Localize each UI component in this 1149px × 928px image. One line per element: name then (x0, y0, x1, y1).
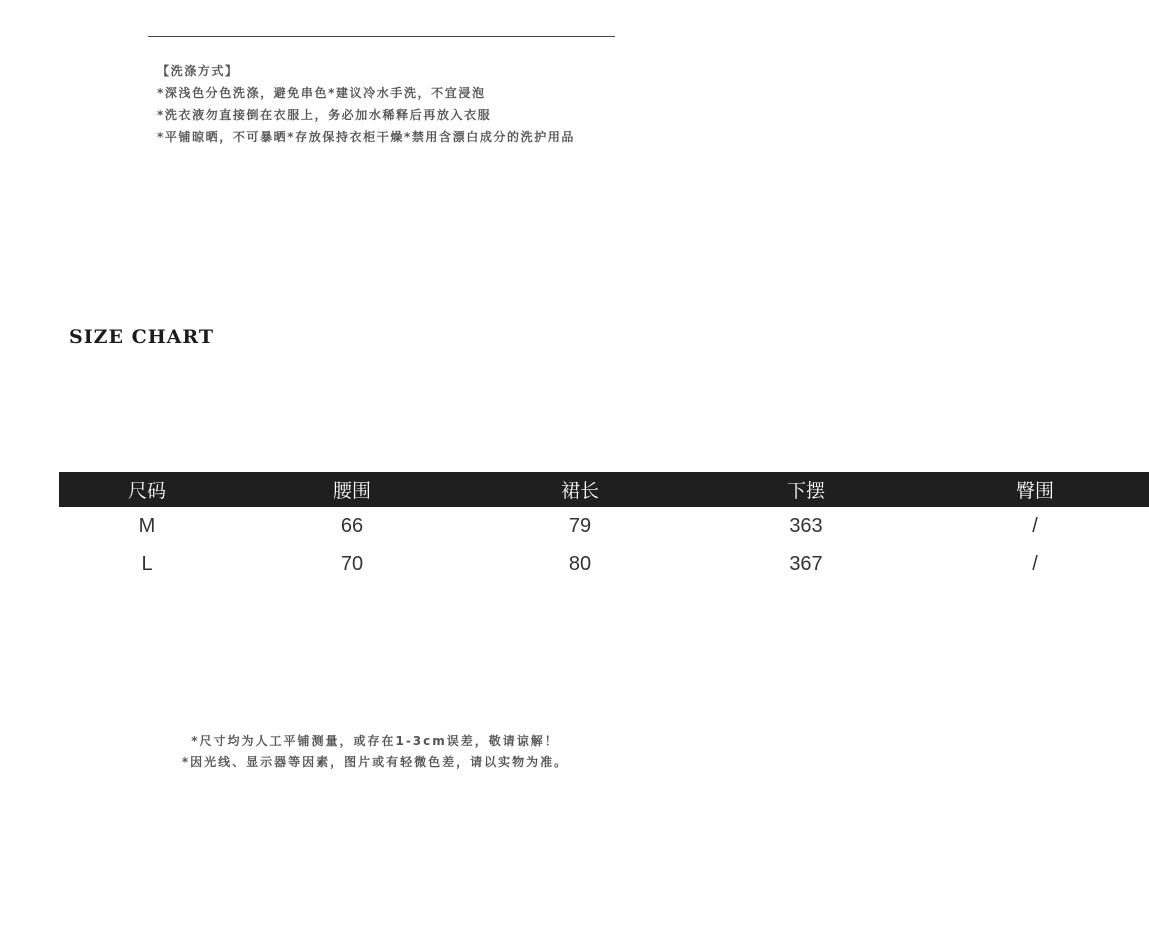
table-cell: 80 (568, 552, 592, 575)
table-cell: 66 (340, 514, 364, 537)
header-waist: 腰围 (235, 472, 469, 507)
table-cell: 70 (340, 552, 364, 575)
table-row (59, 545, 1149, 583)
header-length: 裙长 (469, 472, 691, 507)
washing-instructions (157, 60, 637, 148)
note-line-2: *因光线、显示器等因素，图片或有轻微色差，请以实物为准。 (181, 755, 569, 769)
table-cell: / (1032, 552, 1038, 575)
table-cell: L (141, 552, 153, 575)
size-table (59, 472, 1149, 583)
washing-line-3: *平铺晾晒，不可暴晒*存放保持衣柜干燥*禁用含漂白成分的洗护用品 (157, 130, 576, 144)
size-table-header-row (59, 472, 1149, 507)
washing-heading: 【洗涤方式】 (157, 64, 239, 78)
table-cell: M (138, 514, 156, 537)
size-chart-title: SIZE CHART (69, 326, 214, 348)
table-cell: 363 (789, 514, 823, 537)
note-line-1: *尺寸均为人工平铺测量，或存在1-3cm误差，敬请谅解！ (191, 734, 559, 748)
header-hem: 下摆 (691, 472, 921, 507)
measurement-notes (0, 731, 750, 773)
header-size: 尺码 (59, 472, 235, 507)
top-divider (148, 36, 615, 37)
washing-line-1: *深浅色分色洗涤，避免串色*建议冷水手洗，不宜浸泡 (157, 86, 486, 100)
table-cell: 367 (789, 552, 823, 575)
washing-line-2: *洗衣液勿直接倒在衣服上，务必加水稀释后再放入衣服 (157, 108, 492, 122)
table-cell: / (1032, 514, 1038, 537)
table-cell: 79 (568, 514, 592, 537)
table-row (59, 507, 1149, 545)
header-hip: 臀围 (921, 472, 1149, 507)
